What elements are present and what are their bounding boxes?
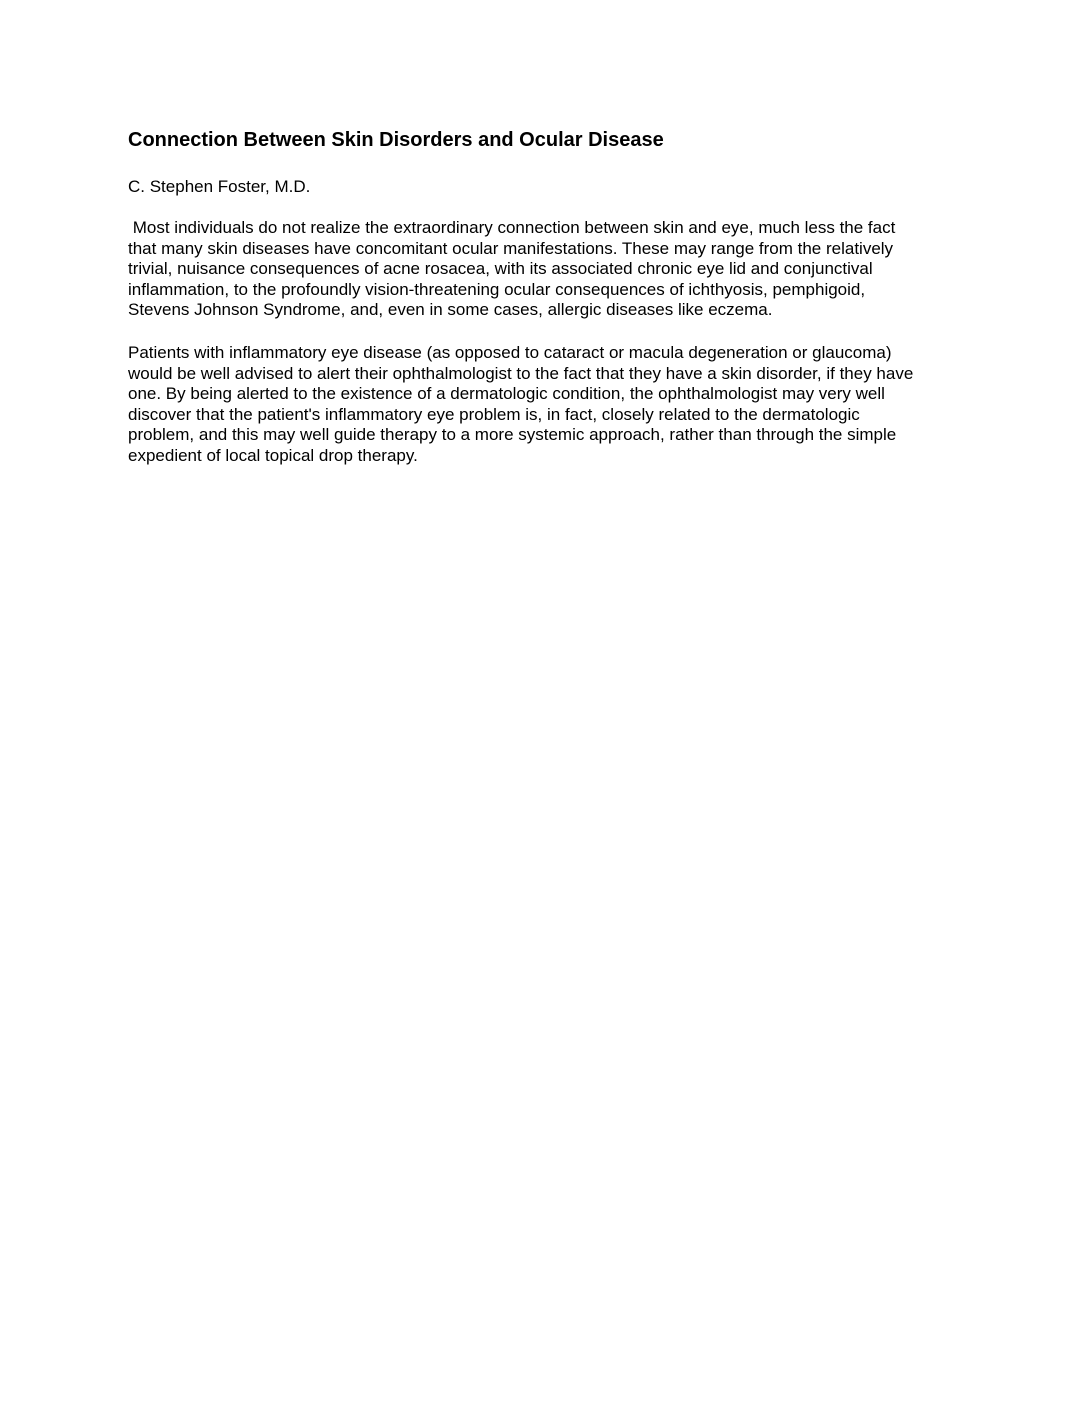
body-paragraph-2: Patients with inflammatory eye disease (as opposed to cataract or macula degeneration or glaucoma) would be well advised to alert their ophthalmologist to the fact that they have a skin disorder, if they have one. By being alerted to the existence of a dermatologic condition, the ophthalmologist may very well discover that the patient's inflammatory eye problem is, in fact, closely related to the dermatologic problem, and this may well guide therapy to a more systemic approach, rather than through the simple expedient of local topical drop therapy. [128,342,914,465]
document-page [128,126,968,467]
author-byline: C. Stephen Foster, M.D. [128,177,311,196]
document-title: Connection Between Skin Disorders and Ocular Disease [128,129,664,151]
body-paragraph-1: Most individuals do not realize the extraordinary connection between skin and eye, much less the fact that many skin diseases have concomitant ocular manifestations. These may range from the relatively trivial, nuisance consequences of acne rosacea, with its associated chronic eye lid and conjunctival inflammation, to the profoundly vision-threatening ocular consequences of ichthyosis, pemphigoid, Stevens Johnson Syndrome, and, even in some cases, allergic diseases like eczema. [128,218,896,320]
